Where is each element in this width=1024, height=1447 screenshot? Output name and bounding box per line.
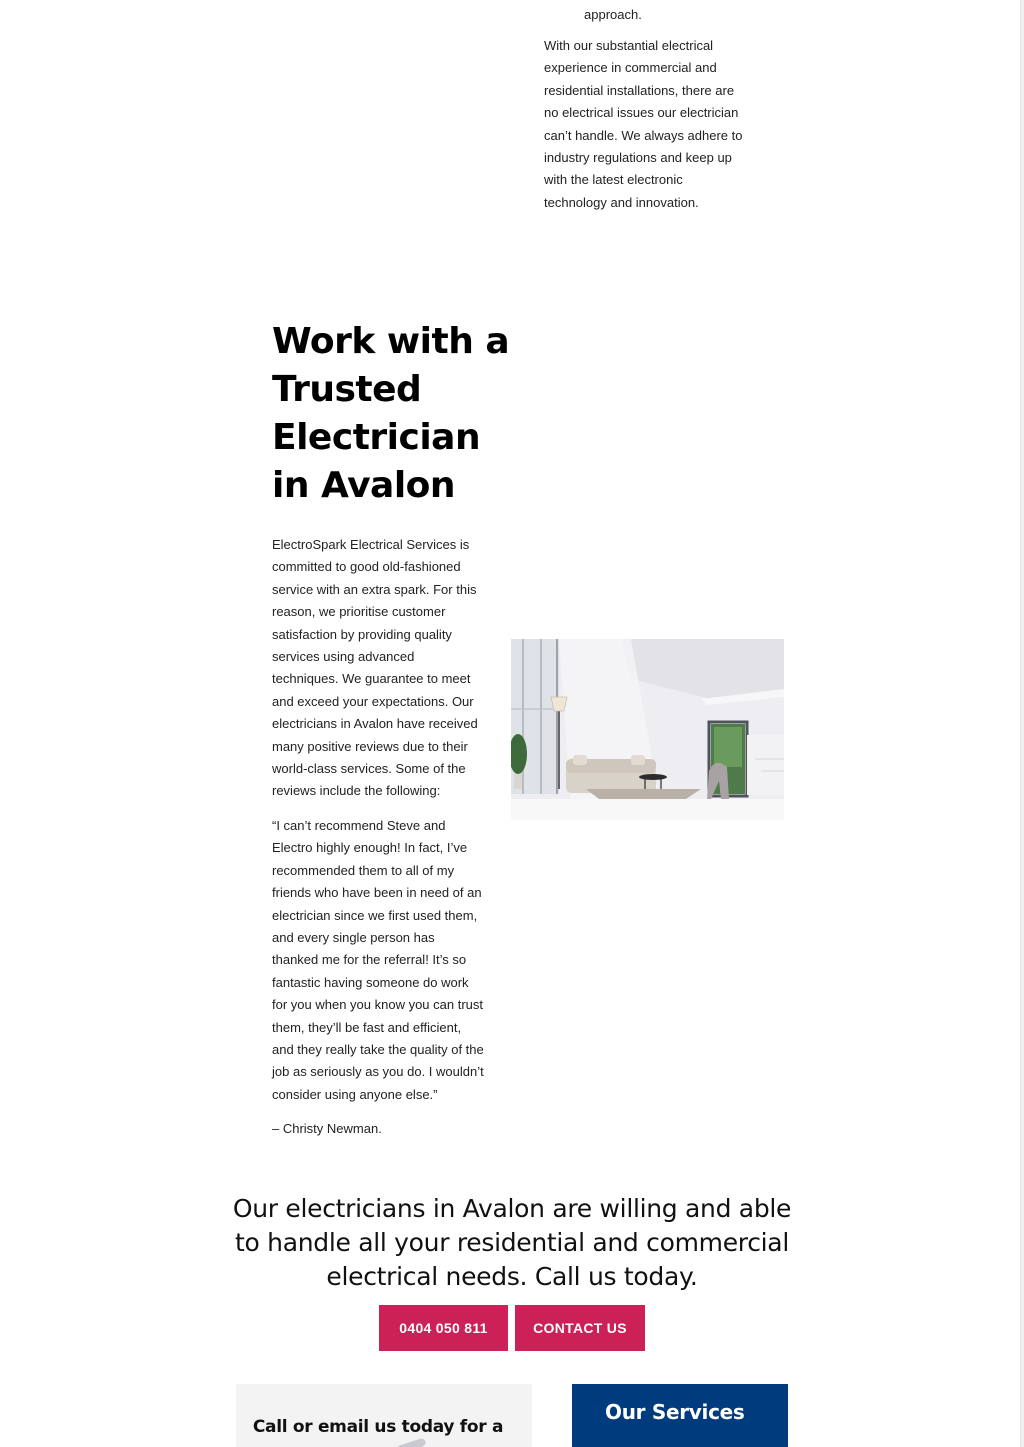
section-heading: Work with a Trusted Electrician in Avalon [272, 321, 510, 506]
decorative-shape [395, 1438, 426, 1447]
our-services-card [572, 1384, 788, 1447]
testimonial-quote: “I can’t recommend Steve and Electro highly enough! In fact, I’ve recommended them to all of my friends who have been in need of an electrician since we first used them, and every single person has thanked me for the referral! It’s so fantastic having someone do work for you when you know you can trust them, they’ll be fast and efficient, and they really take the quality of the job as seriously as you do. I wouldn’t consider using anyone else.” [272, 818, 484, 1102]
testimonial-attribution: – Christy Newman. [272, 1121, 382, 1136]
intro-fragment: approach. [584, 7, 642, 22]
section-paragraph: ElectroSpark Electrical Services is committed to good old-fashioned service with an extra spark. For this reason, we prioritise customer satisfaction by providing quality services using advanced techniques. We guarantee to meet and exceed your expectations. Our electricians in Avalon have received many positive reviews due to their world-class services. Some of the reviews include the following: [272, 537, 478, 799]
contact-button[interactable]: CONTACT US [515, 1305, 645, 1351]
phone-button[interactable]: 0404 050 811 [379, 1305, 508, 1351]
cta-text: Our electricians in Avalon are willing and able to handle all your residential and commercial electrical needs. Call us today. [232, 1194, 792, 1291]
living-room-image [511, 639, 784, 820]
scrollbar[interactable] [1020, 0, 1024, 1447]
call-email-card [236, 1384, 532, 1447]
our-services-title: Our Services [605, 1400, 745, 1424]
call-email-card-title: Call or email us today for a [252, 1417, 504, 1437]
intro-paragraph: With our substantial electrical experience in commercial and residential installations, there are no electrical issues our electrician can’t handle. We always adhere to industry regulations and keep up with the latest electronic technology and innovation. [544, 38, 743, 210]
